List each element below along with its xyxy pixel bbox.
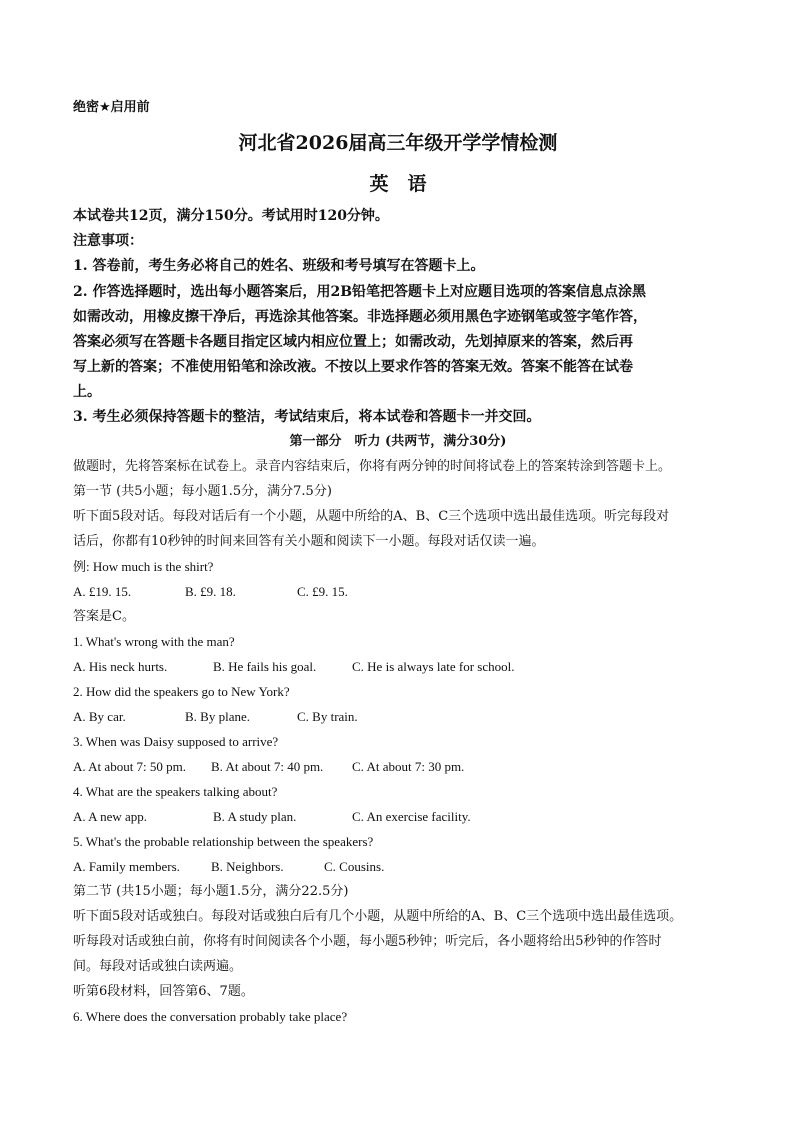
exam-title: 河北省2026届高三年级开学学情检测 (238, 132, 558, 154)
notice-heading: 注意事项： (73, 233, 143, 249)
section2-instruction-line: 间。每段对话或独白读两遍。 (73, 959, 243, 974)
subject-title: 英 语 (369, 173, 427, 195)
exam-summary: 本试卷共12页，满分150分。考试用时120分钟。 (73, 208, 389, 224)
question-6: 6. Where does the conversation probably take place? (73, 1009, 348, 1024)
notice-item-2-line: 上。 (73, 384, 101, 400)
option: B. £9. 18. (185, 584, 236, 599)
question-2: 2. How did the speakers go to New York? (73, 684, 290, 699)
notice-item-2-line: 写上新的答案；不准使用铅笔和涂改液。不按以上要求作答的答案无效。答案不能答在试卷 (73, 359, 633, 375)
option: A. A new app. (73, 809, 148, 824)
section1-instruction-line: 话后，你都有10秒钟的时间来回答有关小题和阅读下一小题。每段对话仅读一遍。 (73, 534, 545, 549)
option: C. Cousins. (324, 859, 385, 874)
section1-heading: 第一节 (共5小题；每小题1.5分，满分7.5分) (73, 484, 332, 499)
option: C. He is always late for school. (352, 659, 515, 674)
option: A. Family members. (73, 859, 180, 874)
part1-heading: 第一部分 听力 (共两节，满分30分) (289, 434, 507, 449)
example-question: 例: How much is the shirt? (73, 559, 214, 574)
option: A. £19. 15. (73, 584, 132, 599)
option: B. At about 7: 40 pm. (211, 759, 324, 774)
option: A. At about 7: 50 pm. (73, 759, 187, 774)
notice-item-1: 1. 答卷前，考生务必将自己的姓名、班级和考号填写在答题卡上。 (73, 258, 485, 274)
notice-item-3: 3. 考生必须保持答题卡的整洁，考试结束后，将本试卷和答题卡一并交回。 (73, 409, 541, 425)
question-4: 4. What are the speakers talking about? (73, 784, 278, 799)
option: C. An exercise facility. (352, 809, 471, 824)
material-note: 听第6段材料，回答第6、7题。 (73, 984, 254, 999)
option: C. By train. (297, 709, 358, 724)
section2-instruction-line: 听每段对话或独白前，你将有时间阅读各个小题，每小题5秒钟；听完后，各小题将给出5秒钟的作答时 (73, 934, 662, 949)
option: C. At about 7: 30 pm. (352, 759, 465, 774)
section2-heading: 第二节 (共15小题；每小题1.5分，满分22.5分) (73, 884, 349, 899)
question-5: 5. What's the probable relationship between the speakers? (73, 834, 374, 849)
option: C. £9. 15. (297, 584, 348, 599)
section1-instruction-line: 听下面5段对话。每段对话后有一个小题，从题中所给的A、B、C三个选项中选出最佳选项。听完每段对 (73, 509, 670, 524)
option: A. By car. (73, 709, 126, 724)
question-1: 1. What's wrong with the man? (73, 634, 235, 649)
part1-instruction: 做题时，先将答案标在试卷上。录音内容结束后，你将有两分钟的时间将试卷上的答案转涂到答题卡上。 (73, 459, 672, 474)
notice-item-2-line: 2. 作答选择题时，选出每小题答案后，用2B铅笔把答题卡上对应题目选项的答案信息点涂黑 (73, 284, 647, 300)
option: B. Neighbors. (211, 859, 284, 874)
example-answer: 答案是C。 (73, 609, 135, 624)
option: A. His neck hurts. (73, 659, 168, 674)
notice-item-2-line: 如需改动，用橡皮擦干净后，再选涂其他答案。非选择题必须用黑色字迹钢笔或签字笔作答， (73, 309, 647, 325)
option: B. A study plan. (213, 809, 297, 824)
section2-instruction-line: 听下面5段对话或独白。每段对话或独白后有几个小题，从题中所给的A、B、C三个选项中选出最佳选项。 (73, 909, 683, 924)
notice-item-2-line: 答案必须写在答题卡各题目指定区域内相应位置上；如需改动，先划掉原来的答案，然后再 (73, 334, 633, 350)
confidential-label: 绝密★启用前 (73, 100, 150, 115)
option: B. By plane. (185, 709, 250, 724)
option: B. He fails his goal. (213, 659, 317, 674)
question-3: 3. When was Daisy supposed to arrive? (73, 734, 279, 749)
